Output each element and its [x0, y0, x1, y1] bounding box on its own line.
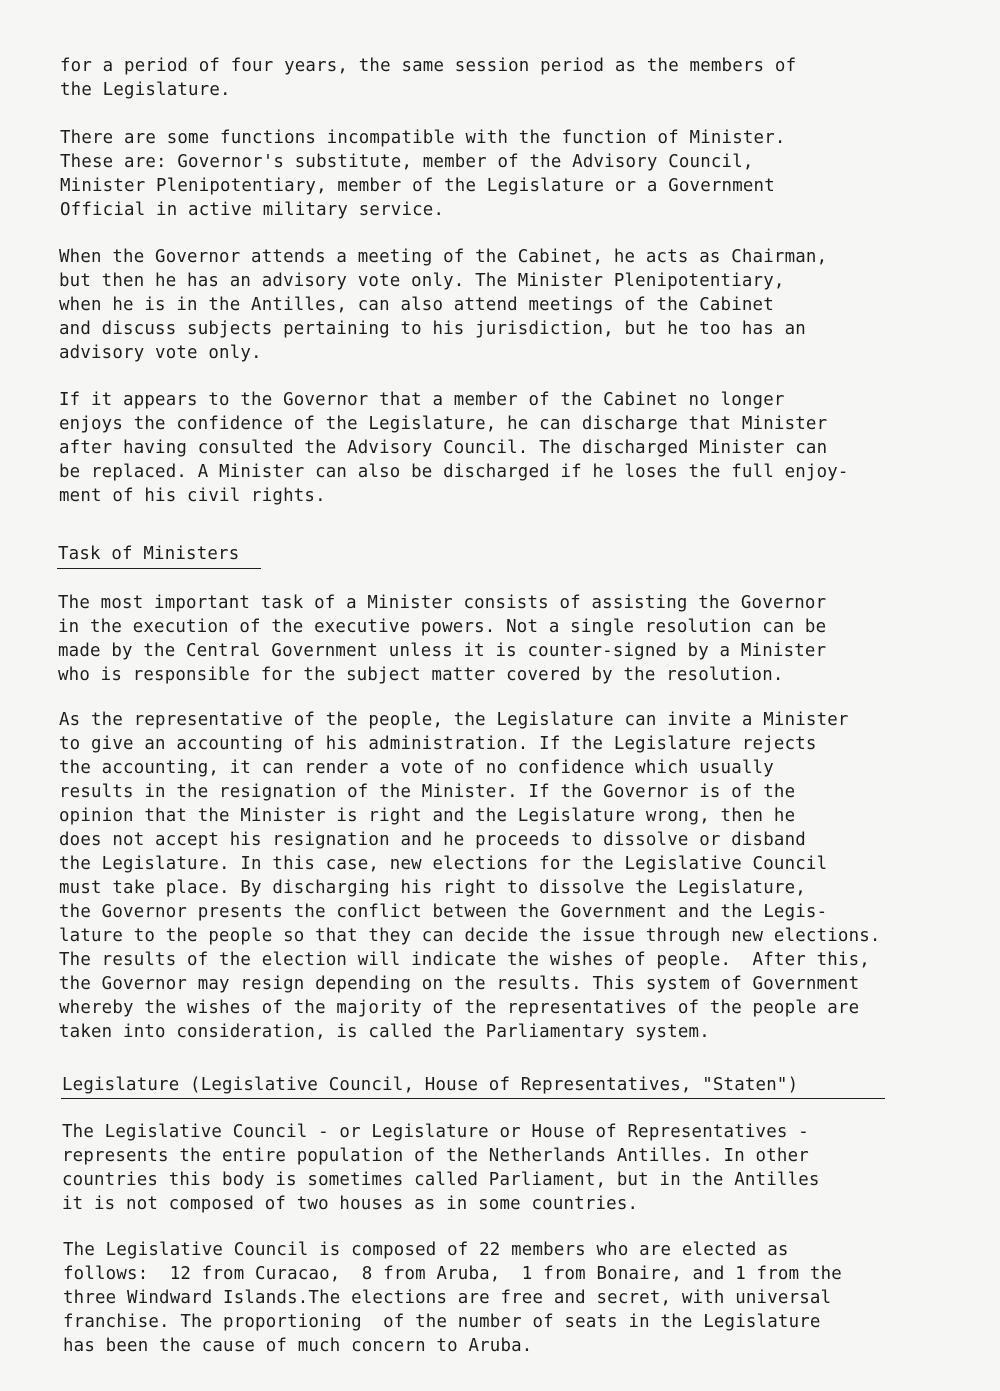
- section-heading-legislature: Legislature (Legislative Council, House of Representatives, "Staten"): [62, 1075, 799, 1095]
- text-line: three Windward Islands.The elections are free and secret, with universal: [63, 1288, 832, 1308]
- text-line: after having consulted the Advisory Council. The discharged Minister can: [59, 438, 828, 458]
- text-line: and discuss subjects pertaining to his jurisdiction, but he too has an: [59, 319, 806, 339]
- text-line: ment of his civil rights.: [59, 486, 326, 506]
- text-line: The Legislative Council - or Legislature or House of Representatives -: [62, 1122, 809, 1142]
- text-line: countries this body is sometimes called Parliament, but in the Antilles: [62, 1170, 820, 1190]
- text-line: As the representative of the people, the Legislature can invite a Minister: [59, 710, 849, 730]
- text-line: There are some functions incompatible with the function of Minister.: [60, 128, 786, 148]
- text-line: enjoys the confidence of the Legislature, he can discharge that Minister: [59, 414, 828, 434]
- text-line: be replaced. A Minister can also be discharged if he loses the full enjoy-: [59, 462, 849, 482]
- text-line: opinion that the Minister is right and the Legislature wrong, then he: [59, 806, 796, 826]
- text-line: If it appears to the Governor that a member of the Cabinet no longer: [59, 390, 785, 410]
- text-line: follows: 12 from Curacao, 8 from Aruba, 1 from Bonaire, and 1 from the: [63, 1264, 842, 1284]
- text-line: the Governor may resign depending on the results. This system of Government: [59, 974, 860, 994]
- heading-underline: [57, 568, 261, 569]
- text-line: has been the cause of much concern to Aruba.: [63, 1336, 533, 1356]
- text-line: when he is in the Antilles, can also attend meetings of the Cabinet: [59, 295, 774, 315]
- text-line: Minister Plenipotentiary, member of the Legislature or a Government: [60, 176, 775, 196]
- text-line: The most important task of a Minister consists of assisting the Governor: [58, 593, 827, 613]
- text-line: but then he has an advisory vote only. The Minister Plenipotentiary,: [59, 271, 785, 291]
- text-line: must take place. By discharging his right to dissolve the Legislature,: [59, 878, 806, 898]
- text-line: The Legislative Council is composed of 22 members who are elected as: [63, 1240, 789, 1260]
- text-line: made by the Central Government unless it is counter-signed by a Minister: [58, 641, 827, 661]
- text-line: whereby the wishes of the majority of the representatives of the people are: [59, 998, 860, 1018]
- text-line: taken into consideration, is called the Parliamentary system.: [59, 1022, 710, 1042]
- section-heading-task-of-ministers: Task of Ministers: [58, 544, 240, 564]
- text-line: it is not composed of two houses as in some countries.: [62, 1194, 639, 1214]
- text-line: for a period of four years, the same session period as the members of: [60, 56, 797, 76]
- text-line: the Governor presents the conflict between the Government and the Legis-: [59, 902, 828, 922]
- text-line: to give an accounting of his administration. If the Legislature rejects: [59, 734, 817, 754]
- text-line: the Legislature. In this case, new elections for the Legislative Council: [59, 854, 828, 874]
- text-line: does not accept his resignation and he proceeds to dissolve or disband: [59, 830, 806, 850]
- text-line: represents the entire population of the Netherlands Antilles. In other: [62, 1146, 809, 1166]
- text-line: franchise. The proportioning of the number of seats in the Legislature: [63, 1312, 821, 1332]
- text-line: These are: Governor's substitute, member of the Advisory Council,: [60, 152, 754, 172]
- text-line: who is responsible for the subject matter covered by the resolution.: [58, 665, 784, 685]
- text-line: Official in active military service.: [60, 200, 445, 220]
- text-line: The results of the election will indicate the wishes of people. After this,: [59, 950, 870, 970]
- text-line: When the Governor attends a meeting of the Cabinet, he acts as Chairman,: [59, 247, 828, 267]
- heading-underline: [61, 1098, 885, 1099]
- text-line: in the execution of the executive powers. Not a single resolution can be: [58, 617, 827, 637]
- text-line: the Legislature.: [60, 80, 231, 100]
- text-line: results in the resignation of the Minister. If the Governor is of the: [59, 782, 796, 802]
- text-line: lature to the people so that they can decide the issue through new elections.: [59, 926, 881, 946]
- text-line: advisory vote only.: [59, 343, 262, 363]
- text-line: the accounting, it can render a vote of no confidence which usually: [59, 758, 774, 778]
